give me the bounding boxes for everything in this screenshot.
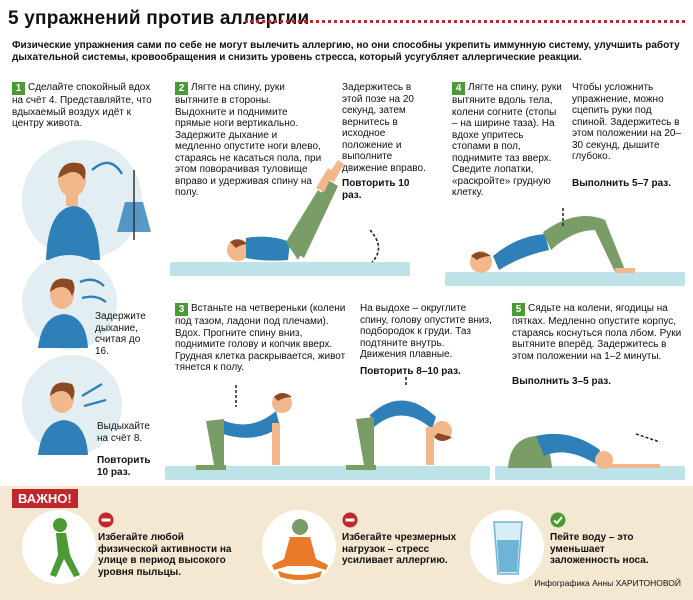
important-tip-3: Пейте воду – это уменьшает заложенность носа. [550, 532, 649, 566]
exercise-3-repeat: Повторить 8–10 раз. [360, 366, 461, 377]
exercise-1-hold-text: Задержите дыхание, считая до 16. [95, 311, 146, 357]
water-glass-icon [488, 518, 528, 578]
credit: Инфографика Анны ХАРИТОНОВОЙ [534, 578, 681, 588]
exercise-4-step [452, 82, 562, 199]
exercise-4-text-2: Чтобы усложнить упражнение, можно сцепить руки под спиной. Задержитесь в этом положении на 20–30 секунд, дышите глубоко. [572, 82, 681, 162]
exercise-2-repeat: Повторить 10 раз. [342, 178, 410, 201]
important-tip-1: Избегайте любой физической активности на улице в период высокого уровня пыльцы. [98, 532, 232, 578]
check-icon [550, 512, 566, 528]
exercise-1-text: Сделайте спокойный вдох на счёт 4. Представляйте, что вдыхаемый воздух идёт к центру живота. [12, 82, 152, 129]
cat-cow-figure-icon [180, 375, 480, 470]
exercise-2-text-2: Задержитесь в этой позе на 20 секунд, затем вернитесь в исходное положение и выполните движение вправо. [342, 82, 426, 174]
title-divider [245, 20, 685, 23]
child-pose-figure-icon [500, 420, 685, 470]
exercise-2-text: Лягте на спину, руки вытяните в стороны. Выдохните и поднимите прямые ноги вертикально. Задержите дыхание и медленно опустите ноги влево, стараясь не касаться пола, при этом поворачивая туловище вправо и удерживая спину на полу. [175, 82, 322, 198]
important-label: ВАЖНО! [12, 489, 78, 508]
exercise-3-number: 3 [175, 303, 188, 316]
forbidden-icon [98, 512, 114, 528]
important-tip-2: Избегайте чрезмерных нагрузок – стресс усиливает аллергию. [342, 532, 457, 566]
exercise-1-repeat: Повторить 10 раз. [97, 455, 151, 478]
exercise-4-text: Лягте на спину, руки вытяните вдоль тела, колени согните (стопы – на ширине таза). На вдохе упритесь стопами в пол, поднимите таз вверх. Сведите лопатки, «раскройте» грудную клетку. [452, 82, 562, 198]
meditation-icon [270, 515, 330, 581]
page-title: 5 упражнений против аллергии [8, 8, 310, 29]
exercise-4-repeat: Выполнить 5–7 раз. [572, 178, 672, 189]
exercise-2-number: 2 [175, 82, 188, 95]
bridge-figure-icon [455, 200, 685, 278]
exercise-1-step [12, 82, 162, 130]
forbidden-icon [342, 512, 358, 528]
exercise-3-text-2: На выдохе – округлите спину, голову опустите вниз, подбородок к груди. Таз подтяните внутрь. Движения плавные. [360, 303, 492, 360]
exercise-1-number: 1 [12, 82, 25, 95]
exercise-3-text: Встаньте на четвереньки (колени под тазом, ладони под плечами). Вдох. Прогните спину вниз, поднимите голову и копчик вверх. Грудная клетка раскрывается, живот тянется к полу. [175, 303, 346, 373]
exercise-1-exhale-text: Выдыхайте на счёт 8. [97, 421, 150, 444]
runner-icon [30, 515, 90, 581]
inhale-figure-icon [22, 140, 172, 260]
exercise-5-step [512, 303, 682, 362]
exercise-3-step [175, 303, 347, 374]
leg-twist-figure-icon [200, 150, 400, 270]
exercise-5-text: Сядьте на колени, ягодицы на пятках. Медленно опустите корпус, стараясь коснуться пола лбом. Руки вытяните вперёд. Задержитесь в этом положении на 1–2 минуты. [512, 303, 682, 362]
exercise-4-number: 4 [452, 82, 465, 95]
exercise-5-repeat: Выполнить 3–5 раз. [512, 376, 612, 387]
intro-text: Физические упражнения сами по себе не могут вылечить аллергию, но они способны укрепить иммунную систему, улучшить работу дыхательной системы, кровообращения и снизить уровень стресса, который усугубляет аллергические реакции. [12, 40, 680, 63]
exercise-5-number: 5 [512, 303, 525, 316]
